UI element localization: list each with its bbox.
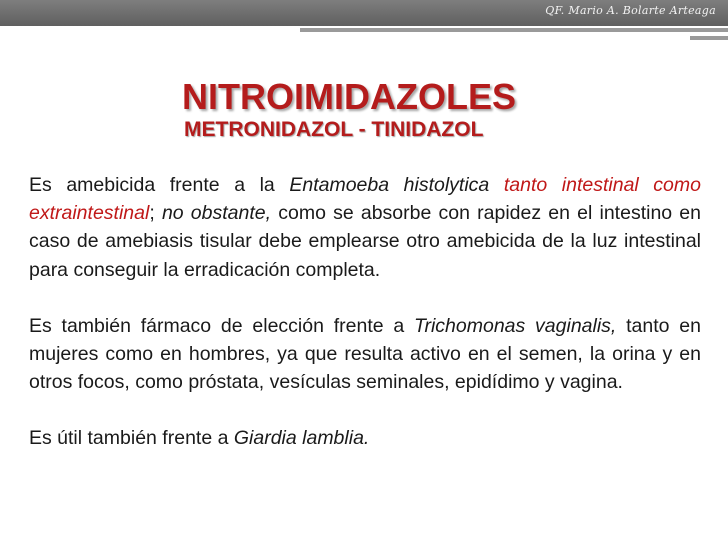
text-run: como se absorbe con rapidez en el intestino en caso de amebiasis tisular debe emplearse otro amebicida de la luz intestinal para conseguir la erradicación completa. xyxy=(29,202,702,281)
decorative-rule-corner xyxy=(690,36,728,40)
author-credit: QF. Mario A. Bolarte Arteaga xyxy=(545,4,716,17)
text-run xyxy=(489,174,504,196)
organism-name: Giardia lamblia. xyxy=(233,427,370,450)
paragraph-trichomonas xyxy=(29,312,701,397)
text-run: Es también fármaco de elección frente a xyxy=(29,314,415,337)
decorative-rule xyxy=(300,28,728,32)
paragraph-gap xyxy=(29,284,701,312)
top-banner xyxy=(0,0,728,26)
paragraph-amebicide xyxy=(29,171,701,284)
organism-name: Trichomonas vaginalis, xyxy=(414,314,617,337)
organism-name: Entamoeba histolytica xyxy=(289,174,490,196)
text-run: tanto en mujeres como en hombres, ya que resulta activo en el semen, la orina y en otros focos, como próstata, vesículas seminales, epidídimo y vagina. xyxy=(29,314,701,394)
slide-subtitle: METRONIDAZOL - TINIDAZOL xyxy=(184,118,484,141)
text-run: Es amebicida frente a la xyxy=(29,174,290,196)
text-run: ; xyxy=(149,202,162,225)
highlight-text: tanto intestinal como extraintestinal xyxy=(29,174,701,225)
text-run: Es útil también frente a xyxy=(29,427,234,450)
slide-body xyxy=(29,171,701,453)
slide-title: NITROIMIDAZOLES xyxy=(182,76,516,117)
paragraph-giardia xyxy=(29,424,701,452)
paragraph-gap xyxy=(29,396,701,424)
emphasis-text: no obstante, xyxy=(161,202,272,225)
